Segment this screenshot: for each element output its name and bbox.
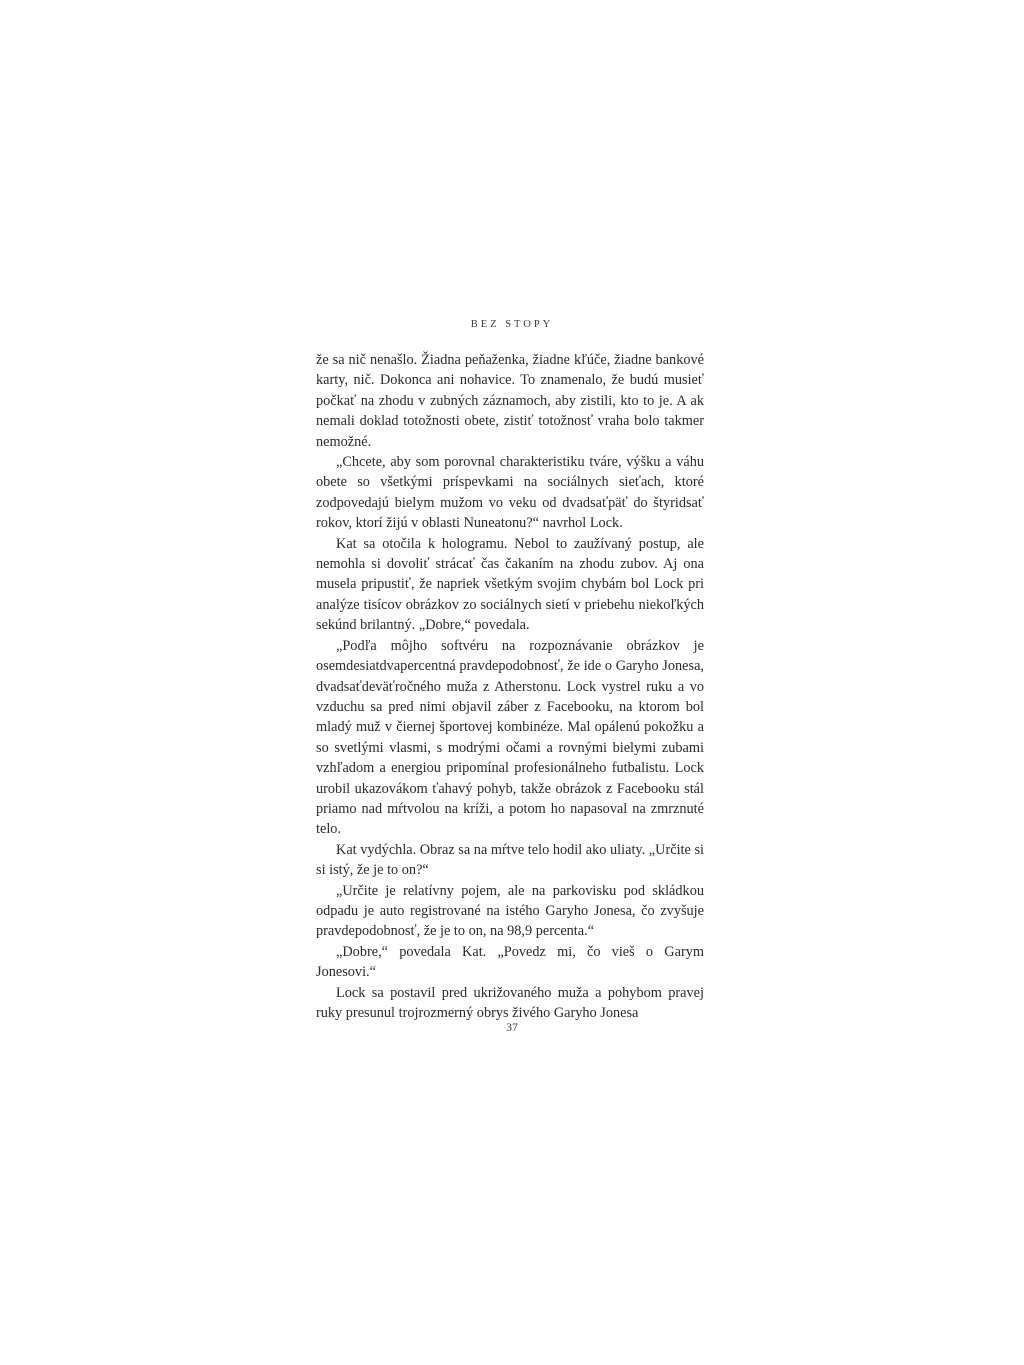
paragraph-4: „Podľa môjho softvéru na rozpoznávanie obrázkov je osemdesiatdvapercentná pravdepodobnosť, že ide o Garyho Jonesa, dvadsaťdeväťročného muža z Atherstonu. Lock vystrel ruku a vo vzduchu sa pred nimi objavil záber z Facebooku, na ktorom bol mladý muž v čiernej športovej kombinéze. Mal opálenú pokožku a so svetlými vlasmi, s modrými očami a rovnými bielymi zubami vzhľadom a energiou pripomínal profesionálneho futbalistu. Lock urobil ukazovákom ťahavý pohyb, takže obrázok z Facebooku stál priamo nad mŕtvolou na kríži, a potom ho napasoval na zmrznuté telo. [316, 637, 704, 838]
paragraph-3: Kat sa otočila k hologramu. Nebol to zaužívaný postup, ale nemohla si dovoliť strácať čas čakaním na zhodu zubov. Aj ona musela pripustiť, že napriek všetkým svojim chybám bol Lock pri analýze tisícov obrázkov zo sociálnych sietí v priebehu niekoľkých sekúnd brilantný. „Dobre,“ povedala. [316, 535, 704, 634]
paragraph-6: „Určite je relatívny pojem, ale na parkovisku pod skládkou odpadu je auto registrované na istého Garyho Jonesa, čo zvyšuje pravdepodobnosť, že je to on, na 98,9 percenta.“ [316, 882, 704, 940]
paragraph-7: „Dobre,“ povedala Kat. „Povedz mi, čo vieš o Garym Jonesovi.“ [316, 943, 704, 981]
paragraph-1: že sa nič nenašlo. Žiadna peňaženka, žiadne kľúče, žiadne bankové karty, nič. Dokonca ani nohavice. To znamenalo, že budú musieť počkať na zhodu v zubných záznamoch, aby zistili, kto to je. A ak nemali doklad totožnosti obete, zistiť totožnosť vraha bolo takmer nemožné. [316, 352, 704, 450]
page-number: 37 [506, 1022, 518, 1034]
paragraph-5: Kat vydýchla. Obraz sa na mŕtve telo hodil ako uliaty. „Určite si si istý, že je to on?“ [316, 841, 704, 879]
body-text [316, 350, 704, 1023]
paragraph-8: Lock sa postavil pred ukrižovaného muža a pohybom pravej ruky presunul trojrozmerný obrys živého Garyho Jonesa [316, 984, 704, 1021]
paragraph-2: „Chcete, aby som porovnal charakteristiku tváre, výšku a váhu obete so všetkými príspevkami na sociálnych sieťach, ktoré zodpovedajú bielym mužom vo veku od dvadsaťpäť do štyridsať rokov, ktorí žijú v oblasti Nuneatonu?“ navrhol Lock. [316, 454, 704, 532]
running-head: BEZ STOPY [470, 319, 554, 330]
